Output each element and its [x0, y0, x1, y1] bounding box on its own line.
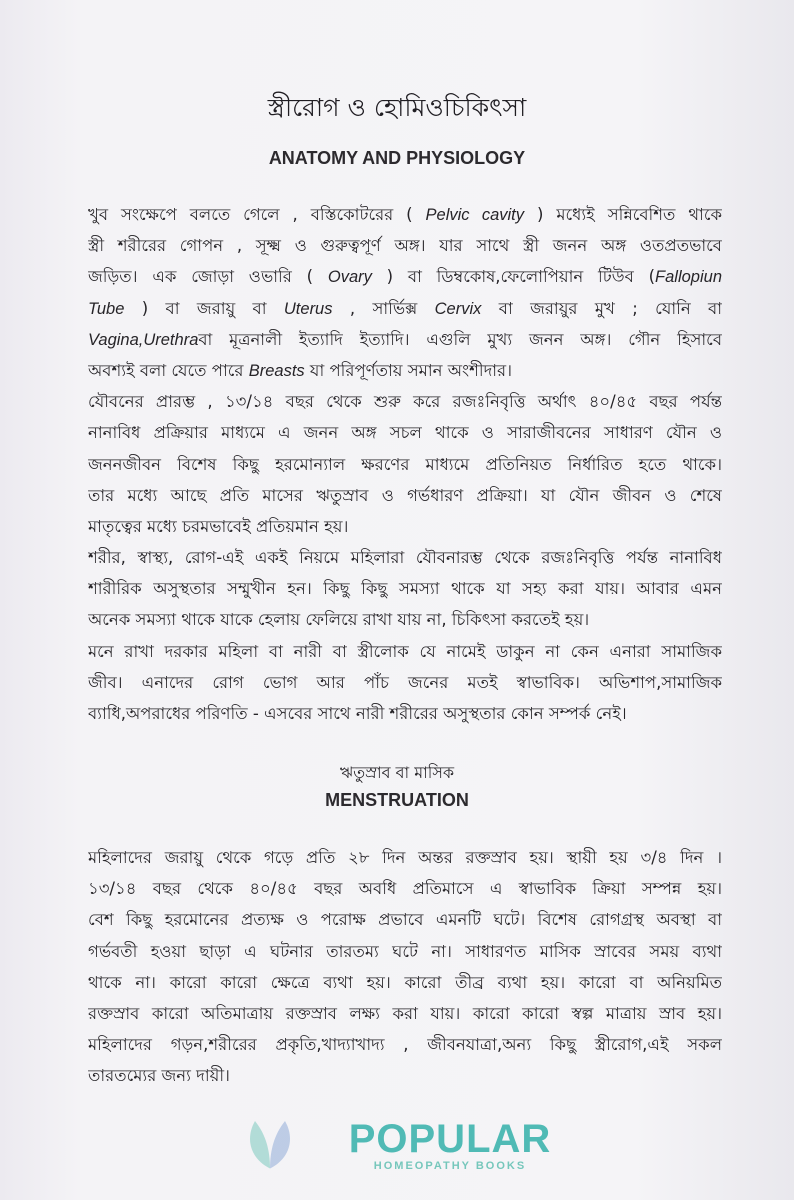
page-title: স্ত্রীরোগ ও হোমিওচিকিৎসা: [267, 93, 527, 122]
text-segment: ) বা ডিম্বকোষ,ফেলোপিয়ান টিউব (: [371, 267, 656, 287]
section-subtitle-menstruation: ঋতুস্রাব বা মাসিক: [339, 763, 455, 782]
text-line: [88, 324, 722, 355]
text-segment: শারীরিক অসুস্থতার সম্মুখীন হন। কিছু কিছু সমস্যা থাকে যা সহ্য করা যায়। আবার এমন: [88, 579, 722, 599]
text-segment: খুব সংক্ষেপে বলতে গেলে , বস্তিকোটরের (: [88, 205, 426, 224]
text-segment: যা পরিপূর্ণতায় সমান অংশীদার।: [304, 360, 513, 380]
paragraph: [88, 636, 722, 730]
latin-term: Uterus: [283, 299, 333, 318]
text-line: [88, 1060, 722, 1091]
text-segment: , সার্ভিক্স: [332, 298, 435, 318]
text-segment: ব্যাধি,অপরাধের পরিণতি - এসবের সাথে নারী শরীরের অসুস্থতার কোন সম্পর্ক নেই।: [88, 704, 627, 723]
text-segment: গর্ভবতী হওয়া ছাড়া এ ঘটনার তারতম্য ঘটে না। সাধারণত মাসিক স্রাবের সময় ব্যথা: [88, 941, 722, 961]
text-segment: মহিলাদের জরায়ু থেকে গড়ে প্রতি ২৮ দিন অন্তর রক্তস্রাব হয়। স্থায়ী হয় ৩/৪ দিন ।: [88, 848, 722, 867]
paragraph: [88, 542, 722, 636]
latin-term: Fallopiun: [655, 268, 722, 287]
text-segment: থাকে না। কারো কারো ক্ষেত্রে ব্যথা হয়। কারো তীব্র ব্যথা হয়। কারো বা অনিয়মিত: [88, 972, 722, 992]
text-line: [88, 873, 722, 904]
latin-term: Tube: [88, 299, 125, 318]
text-segment: তারতম্যের জন্য দায়ী।: [88, 1066, 230, 1086]
paragraph: [88, 199, 722, 386]
text-line: [88, 355, 722, 386]
text-segment: ) মধ্যেই সন্নিবেশিত থাকে: [524, 205, 722, 224]
text-line: [88, 667, 722, 698]
text-line: [88, 998, 722, 1029]
text-segment: রক্তস্রাব কারো অতিমাত্রায় রক্তস্রাব লক্ষ্য করা যায়। কারো কারো স্বল্প মাত্রায় স্রাব হয়।: [88, 1003, 722, 1023]
watermark-logo: [300, 1118, 600, 1172]
text-line: [88, 230, 722, 261]
text-segment: জড়িত। এক জোড়া ওভারি (: [88, 267, 328, 287]
text-segment: অবশ্যই বলা যেতে পারে: [88, 360, 249, 380]
text-line: [88, 386, 722, 417]
latin-term: Breasts: [248, 361, 305, 380]
text-segment: জীব। এনাদের রোগ ভোগ আর পাঁচ জনের মতই স্বাভাবিক। অভিশাপ,সামাজিক: [88, 672, 722, 692]
watermark-brand: POPULAR: [348, 1117, 552, 1161]
text-line: [88, 261, 722, 292]
text-line: [88, 293, 722, 324]
watermark-leaf-icon: [240, 1118, 300, 1174]
text-line: [88, 1029, 722, 1060]
text-line: [88, 967, 722, 998]
text-segment: ১৩/১৪ বছর থেকে ৪০/৪৫ বছর অবধি প্রতিমাসে এ স্বাভাবিক ক্রিয়া সম্পন্ন হয়।: [88, 879, 722, 899]
text-line: [88, 542, 722, 573]
text-segment: ) বা জরায়ু বা: [124, 298, 284, 318]
text-segment: বা মূত্রনালী ইত্যাদি ইত্যাদি। এগুলি মুখ্য জনন অঙ্গ। গৌন হিসাবে: [198, 329, 722, 349]
latin-term: Cervix: [434, 299, 482, 318]
text-line: [88, 904, 722, 935]
text-line: [88, 842, 722, 873]
paragraph: [88, 842, 722, 1092]
text-segment: তার মধ্যে আছে প্রতি মাসের ঋতুস্রাব ও গর্ভধারণ প্রক্রিয়া। যা যৌন জীবন ও শেষে: [88, 485, 722, 505]
text-line: [88, 449, 722, 480]
text-segment: অনেক সমস্যা থাকে যাকে হেলায় ফেলিয়ে রাখা যায় না, চিকিৎসা করতেই হয়।: [88, 610, 590, 630]
text-line: [88, 417, 722, 448]
text-line: [88, 936, 722, 967]
text-segment: বেশ কিছু হরমোনের প্রত্যক্ষ ও পরোক্ষ প্রভাবে এমনটি ঘটে। বিশেষ রোগগ্রস্থ অবস্থা বা: [88, 910, 722, 930]
text-segment: নানাবিধ প্রক্রিয়ার মাধ্যমে এ জনন অঙ্গ সচল থাকে ও সারাজীবনের সাধারণ যৌন ও: [88, 423, 722, 443]
text-segment: মাতৃত্বের মধ্যে চরমভাবেই প্রতিয়মান হয়।: [88, 516, 349, 536]
text-segment: বা জরায়ুর মুখ ; যোনি বা: [481, 298, 722, 318]
latin-term: Vagina,Urethra: [88, 330, 199, 349]
menstruation-body: [88, 842, 722, 1092]
watermark-tagline: HOMEOPATHY BOOKS: [373, 1160, 527, 1172]
text-segment: স্ত্রী শরীরের গোপন , সূক্ষ্ম ও গুরুত্বপূর্ণ অঙ্গ। যার সাথে স্ত্রী জনন অঙ্গ ওতপ্রতভাবে: [88, 236, 722, 256]
text-segment: মহিলাদের গড়ন,শরীরের প্রকৃতি,খাদ্যাখাদ্য , জীবনযাত্রা,অন্য কিছু স্ত্রীরোগ,এই সকল: [88, 1035, 722, 1055]
text-segment: শরীর, স্বাস্থ্য, রোগ-এই একই নিয়মে মহিলারা যৌবনারম্ভ থেকে রজঃনিবৃত্তি পর্যন্ত নানাবিধ: [88, 548, 722, 568]
latin-term: Ovary: [327, 268, 372, 287]
anatomy-body: [88, 199, 722, 729]
text-segment: জননজীবন বিশেষ কিছু হরমোন্যাল ক্ষরণের মাধ্যমে প্রতিনিয়ত নির্ধারিত হতে থাকে।: [88, 454, 722, 474]
latin-term: Pelvic cavity: [425, 206, 525, 224]
text-line: [88, 199, 722, 230]
text-line: [88, 698, 722, 729]
section-heading-anatomy: ANATOMY AND PHYSIOLOGY: [268, 148, 526, 168]
text-line: [88, 573, 722, 604]
section-heading-menstruation: MENSTRUATION: [325, 790, 469, 810]
text-segment: যৌবনের প্রারম্ভ , ১৩/১৪ বছর থেকে শুরু করে রজঃনিবৃত্তি অর্থাৎ ৪০/৪৫ বছর পর্যন্ত: [88, 392, 722, 412]
text-line: [88, 604, 722, 635]
text-line: [88, 511, 722, 542]
text-line: [88, 636, 722, 667]
text-line: [88, 480, 722, 511]
text-segment: মনে রাখা দরকার মহিলা বা নারী বা স্ত্রীলোক যে নামেই ডাকুন না কেন এনারা সামাজিক: [88, 641, 722, 661]
paragraph: [88, 386, 722, 542]
